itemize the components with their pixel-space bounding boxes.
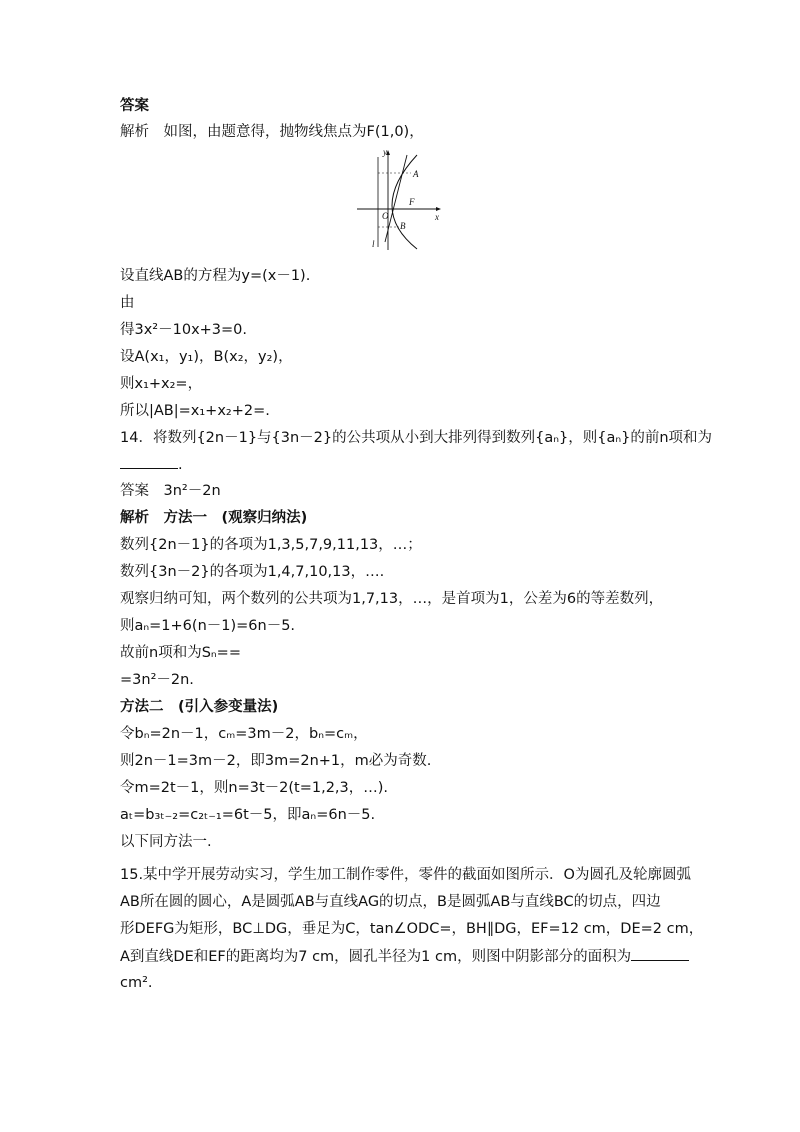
question-14: 14．将数列{2n－1}与{3n－2}的公共项从小到大排列得到数列{aₙ}，则{aₙ}的前n项和为 bbox=[120, 430, 713, 446]
partial-sum: 故前n项和为Sₙ== bbox=[120, 645, 241, 661]
focus-label: F bbox=[409, 197, 415, 207]
question-15-line-2: AB所在圆的圆心，A是圆弧AB与直线AG的切点，B是圆弧AB与直线BC的切点，四边 bbox=[120, 894, 661, 910]
question-15-unit: cm². bbox=[120, 975, 153, 991]
answer-blank-15 bbox=[631, 946, 689, 961]
points-definition: 设A(x₁，y₁)，B(x₂，y₂)， bbox=[120, 349, 293, 365]
origin-label: O bbox=[382, 211, 389, 221]
question-15-line-1: 15.某中学开展劳动实习，学生加工制作零件，零件的截面如图所示．O为圆孔及轮廓圆弧 bbox=[120, 867, 691, 883]
x-axis-label: x bbox=[435, 212, 439, 222]
common-terms-observation: 观察归纳可知，两个数列的公共项为1,7,13，…，是首项为1，公差为6的等差数列， bbox=[120, 591, 664, 607]
line-ab-equation: 设直线AB的方程为y=(x－1). bbox=[120, 268, 311, 284]
question-15-line-4 bbox=[120, 946, 689, 967]
sequence-b-terms: 数列{3n－2}的各项为1,4,7,10,13，…. bbox=[120, 564, 385, 580]
sequence-a-terms: 数列{2n－1}的各项为1,3,5,7,9,11,13，…； bbox=[120, 537, 422, 553]
question-14-period: . bbox=[178, 457, 183, 473]
point-b-label: B bbox=[400, 221, 406, 231]
general-term: 则aₙ=1+6(n－1)=6n－5. bbox=[120, 618, 296, 634]
method-2-result: aₜ=b₃ₜ₋₂=c₂ₜ₋₁=6t－5，即aₙ=6n－5. bbox=[120, 807, 376, 823]
method-2-conclusion: 以下同方法一. bbox=[120, 834, 212, 850]
question-15-line-4-text: A到直线DE和EF的距离均为7 cm，圆孔半径为1 cm，则图中阴影部分的面积为 bbox=[120, 949, 632, 965]
parabola-figure bbox=[355, 147, 445, 252]
method-2-heading: 方法二 (引入参变量法) bbox=[120, 699, 279, 715]
analysis-14-method-1: 解析 方法一 (观察归纳法) bbox=[120, 510, 308, 526]
method-2-odd: 则2n－1=3m－2，即3m=2n+1，m必为奇数. bbox=[120, 753, 432, 769]
method-2-setup: 令bₙ=2n－1，cₘ=3m－2，bₙ=cₘ， bbox=[120, 726, 368, 742]
x-axis-arrow-icon bbox=[436, 207, 441, 211]
chord-length: 所以|AB|=x₁+x₂+2=. bbox=[120, 403, 270, 419]
question-15-line-3: 形DEFG为矩形，BC⊥DG，垂足为C，tan∠ODC=，BH∥DG，EF=12 cm，DE=2 cm， bbox=[120, 921, 704, 937]
method-2-substitution: 令m=2t－1，则n=3t－2(t=1,2,3，…). bbox=[120, 780, 389, 796]
directrix-label: l bbox=[372, 239, 375, 249]
question-14-blank-line bbox=[120, 454, 183, 475]
answer-label-13: 答案 bbox=[120, 98, 149, 114]
partial-sum-result: =3n²－2n. bbox=[120, 672, 194, 688]
answer-blank-14 bbox=[120, 454, 178, 469]
system-intro: 由 bbox=[120, 295, 135, 311]
answer-14: 答案 3n²－2n bbox=[120, 483, 221, 499]
sum-of-roots: 则x₁+x₂=， bbox=[120, 376, 203, 392]
analysis-13-intro: 解析 如图，由题意得，抛物线焦点为F(1,0)， bbox=[120, 124, 424, 140]
quadratic-equation: 得3x²－10x+3=0. bbox=[120, 322, 248, 338]
point-a-label: A bbox=[413, 169, 419, 179]
y-axis-label: y bbox=[383, 147, 387, 157]
